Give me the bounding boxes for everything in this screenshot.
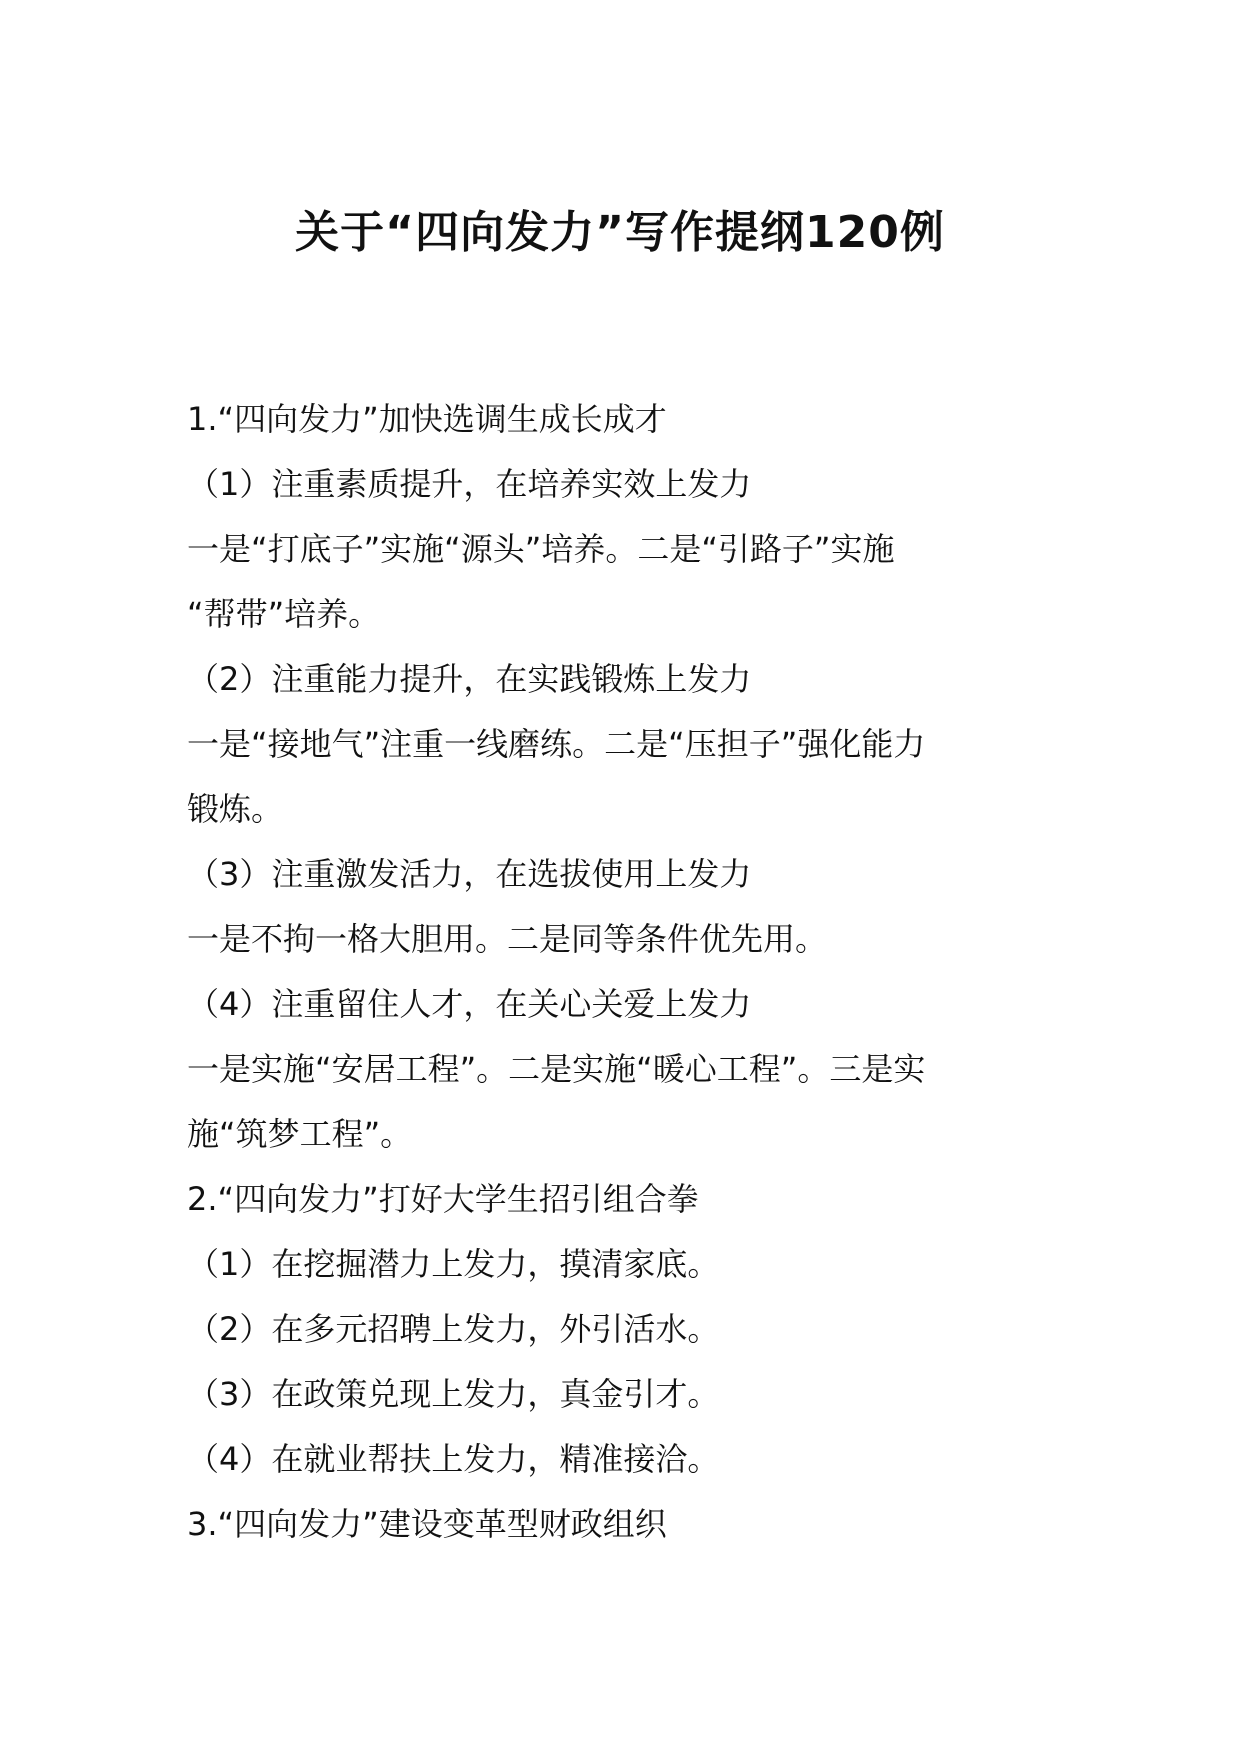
paragraph-line: 一是“打底子”实施“源头”培养。二是“引路子”实施 xyxy=(187,530,895,568)
subheading-1-3: （3）注重激发活力，在选拔使用上发力 xyxy=(187,855,752,893)
subheading-2-4: （4）在就业帮扶上发力，精准接洽。 xyxy=(187,1440,720,1478)
subheading-1-1: （1）注重素质提升，在培养实效上发力 xyxy=(187,465,752,503)
section-heading-3: 3.“四向发力”建设变革型财政组织 xyxy=(187,1505,667,1543)
paragraph-line: 一是不拘一格大胆用。二是同等条件优先用。 xyxy=(187,920,828,958)
subheading-2-3: （3）在政策兑现上发力，真金引才。 xyxy=(187,1375,720,1413)
subheading-2-1: （1）在挖掘潜力上发力，摸清家底。 xyxy=(187,1245,720,1283)
subheading-1-2: （2）注重能力提升，在实践锻炼上发力 xyxy=(187,660,752,698)
document-title: 关于“四向发力”写作提纲120例 xyxy=(295,207,945,258)
paragraph-line: 锻炼。 xyxy=(187,790,284,828)
paragraph-line: 一是“接地气”注重一线磨练。二是“压担子”强化能力 xyxy=(187,725,926,763)
subheading-2-2: （2）在多元招聘上发力，外引活水。 xyxy=(187,1310,720,1348)
section-heading-1: 1.“四向发力”加快选调生成长成才 xyxy=(187,400,667,438)
paragraph-line: 施“筑梦工程”。 xyxy=(187,1115,413,1153)
document-body xyxy=(187,387,1057,1557)
paragraph-line: 一是实施“安居工程”。二是实施“暖心工程”。三是实 xyxy=(187,1050,926,1088)
section-heading-2: 2.“四向发力”打好大学生招引组合拳 xyxy=(187,1180,699,1218)
paragraph-line: “帮带”培养。 xyxy=(187,595,381,633)
subheading-1-4: （4）注重留住人才，在关心关爱上发力 xyxy=(187,985,752,1023)
